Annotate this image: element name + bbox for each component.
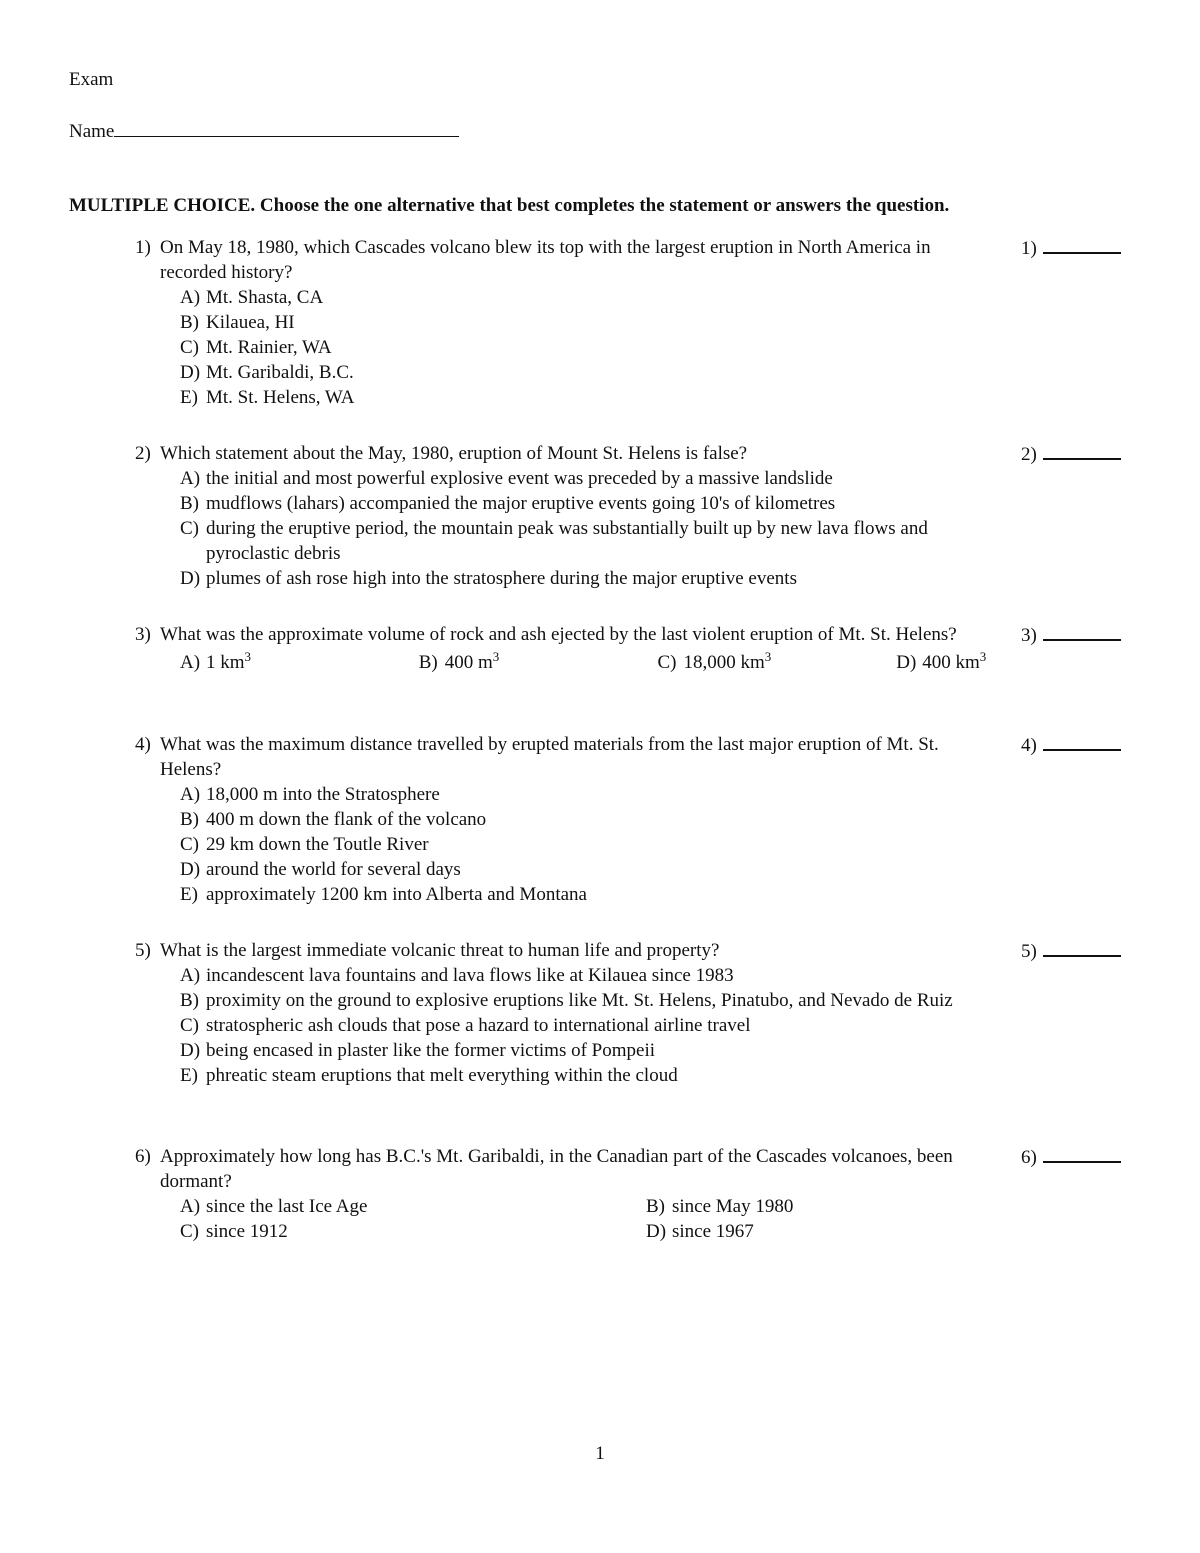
options-row	[180, 1194, 1135, 1219]
option-text: Mt. St. Helens, WA	[206, 387, 355, 408]
option-text: 400 m	[444, 652, 493, 673]
question-text: What is the largest immediate volcanic threat to human life and property?	[160, 940, 720, 961]
answer-blank[interactable]	[1043, 622, 1121, 641]
option-a[interactable]	[180, 650, 419, 675]
option-e[interactable]	[180, 882, 996, 907]
option-text: during the eruptive period, the mountain peak was substantially built up by new lava flows and pyroclastic debris	[206, 518, 928, 564]
answer-blank[interactable]	[1043, 1144, 1121, 1163]
option-letter: B)	[180, 809, 199, 830]
question-number: 2)	[135, 443, 151, 464]
option-text: Kilauea, HI	[206, 312, 295, 333]
option-text: Mt. Shasta, CA	[206, 287, 324, 308]
answer-blank[interactable]	[1043, 235, 1121, 254]
option-a[interactable]	[180, 466, 996, 491]
option-letter: A)	[180, 652, 201, 673]
option-text: the initial and most powerful explosive event was preceded by a massive landslide	[206, 468, 833, 489]
question-text: Approximately how long has B.C.'s Mt. Garibaldi, in the Canadian part of the Cascades volcanoes, been dormant?	[160, 1146, 953, 1192]
option-b[interactable]	[646, 1194, 1112, 1219]
question-text: What was the approximate volume of rock and ash ejected by the last violent eruption of Mt. St. Helens?	[160, 624, 957, 645]
question-stem	[135, 1144, 1000, 1194]
option-text: around the world for several days	[206, 859, 461, 880]
option-letter: C)	[180, 337, 199, 358]
option-e[interactable]	[180, 385, 996, 410]
option-c[interactable]	[180, 335, 996, 360]
option-c[interactable]	[180, 516, 996, 566]
option-text: 400 m down the flank of the volcano	[206, 809, 487, 830]
answer-label: 2)	[1021, 444, 1037, 465]
question-text: Which statement about the May, 1980, eruption of Mount St. Helens is false?	[160, 443, 748, 464]
options-row	[180, 1219, 1135, 1244]
option-c[interactable]	[180, 1219, 646, 1244]
option-letter: D)	[180, 362, 201, 383]
option-letter: A)	[180, 468, 201, 489]
name-line	[69, 118, 459, 144]
instructions: MULTIPLE CHOICE. Choose the one alternative that best completes the statement or answers the question.	[69, 195, 950, 216]
option-text: stratospheric ash clouds that pose a hazard to international airline travel	[206, 1015, 751, 1036]
option-c[interactable]	[658, 650, 897, 675]
option-letter: B)	[180, 990, 199, 1011]
options-list	[180, 650, 1135, 675]
name-label: Name	[69, 121, 115, 142]
question-number: 3)	[135, 624, 151, 645]
option-letter: A)	[180, 1196, 201, 1217]
option-text: 1 km	[206, 652, 245, 673]
option-b[interactable]	[180, 310, 996, 335]
question-number: 6)	[135, 1146, 151, 1167]
option-d[interactable]	[646, 1219, 1112, 1244]
option-d[interactable]	[180, 566, 996, 591]
option-b[interactable]	[180, 807, 996, 832]
question-stem	[135, 732, 1000, 782]
option-text: Mt. Garibaldi, B.C.	[206, 362, 354, 383]
question-4	[135, 732, 1135, 907]
option-text: mudflows (lahars) accompanied the major eruptive events going 10's of kilometres	[206, 493, 836, 514]
option-a[interactable]	[180, 1194, 646, 1219]
question-stem	[135, 622, 1000, 647]
option-letter: C)	[180, 834, 199, 855]
option-text: approximately 1200 km into Alberta and Montana	[206, 884, 587, 905]
option-text: proximity on the ground to explosive eruptions like Mt. St. Helens, Pinatubo, and Nevado de Ruiz	[206, 990, 953, 1011]
option-letter: A)	[180, 965, 201, 986]
option-text: 18,000 m into the Stratosphere	[206, 784, 440, 805]
option-letter: D)	[180, 859, 201, 880]
exam-title: Exam	[69, 69, 114, 90]
answer-slot	[1021, 235, 1121, 261]
option-letter: D)	[180, 1040, 201, 1061]
question-stem	[135, 938, 1000, 963]
answer-slot	[1021, 1144, 1121, 1170]
page-number: 1	[595, 1443, 605, 1464]
option-d[interactable]	[896, 650, 1135, 675]
option-text: since the last Ice Age	[206, 1196, 368, 1217]
option-superscript: 3	[492, 649, 500, 664]
option-text: incandescent lava fountains and lava flows like at Kilauea since 1983	[206, 965, 734, 986]
question-number: 1)	[135, 237, 151, 258]
answer-label: 4)	[1021, 735, 1037, 756]
options-list	[180, 963, 1135, 1088]
option-letter: D)	[646, 1221, 667, 1242]
option-letter: C)	[180, 1015, 199, 1036]
question-stem	[135, 235, 1000, 285]
option-text: Mt. Rainier, WA	[206, 337, 332, 358]
answer-blank[interactable]	[1043, 441, 1121, 460]
option-letter: D)	[896, 652, 917, 673]
option-text: being encased in plaster like the former victims of Pompeii	[206, 1040, 656, 1061]
question-1	[135, 235, 1135, 410]
question-number: 4)	[135, 734, 151, 755]
option-c[interactable]	[180, 1013, 996, 1038]
question-stem	[135, 441, 1000, 466]
option-a[interactable]	[180, 963, 996, 988]
option-d[interactable]	[180, 1038, 996, 1063]
answer-slot	[1021, 732, 1121, 758]
option-letter: D)	[180, 568, 201, 589]
answer-slot	[1021, 938, 1121, 964]
answer-slot	[1021, 441, 1121, 467]
question-number: 5)	[135, 940, 151, 961]
option-e[interactable]	[180, 1063, 996, 1088]
option-text: since May 1980	[672, 1196, 794, 1217]
option-d[interactable]	[180, 857, 996, 882]
option-b[interactable]	[419, 650, 658, 675]
answer-label: 3)	[1021, 625, 1037, 646]
answer-label: 5)	[1021, 941, 1037, 962]
option-letter: E)	[180, 387, 198, 408]
option-text: phreatic steam eruptions that melt everything within the cloud	[206, 1065, 678, 1086]
options-list	[180, 782, 1135, 907]
option-letter: A)	[180, 287, 201, 308]
option-letter: B)	[646, 1196, 665, 1217]
options-list	[180, 466, 1135, 591]
option-text: since 1912	[206, 1221, 288, 1242]
option-text: 29 km down the Toutle River	[206, 834, 429, 855]
option-superscript: 3	[244, 649, 252, 664]
option-letter: E)	[180, 1065, 198, 1086]
option-b[interactable]	[180, 988, 996, 1013]
option-letter: C)	[180, 1221, 199, 1242]
question-text: On May 18, 1980, which Cascades volcano blew its top with the largest eruption in North America in recorded history?	[160, 237, 931, 283]
option-letter: E)	[180, 884, 198, 905]
answer-blank[interactable]	[1043, 938, 1121, 957]
option-a[interactable]	[180, 285, 996, 310]
name-field[interactable]	[114, 118, 459, 137]
options-list	[180, 285, 1135, 410]
option-text: 18,000 km	[683, 652, 765, 673]
option-text: 400 km	[922, 652, 980, 673]
question-text: What was the maximum distance travelled by erupted materials from the last major eruption of Mt. St. Helens?	[160, 734, 939, 780]
option-superscript: 3	[979, 649, 987, 664]
question-5	[135, 938, 1135, 1088]
option-a[interactable]	[180, 782, 996, 807]
option-letter: C)	[180, 518, 199, 539]
option-text: plumes of ash rose high into the stratosphere during the major eruptive events	[206, 568, 797, 589]
option-text: since 1967	[672, 1221, 754, 1242]
answer-blank[interactable]	[1043, 732, 1121, 751]
option-b[interactable]	[180, 491, 996, 516]
option-d[interactable]	[180, 360, 996, 385]
question-6	[135, 1144, 1135, 1244]
option-letter: B)	[180, 312, 199, 333]
question-3	[135, 622, 1135, 675]
option-letter: C)	[657, 652, 677, 673]
answer-slot	[1021, 622, 1121, 648]
option-letter: B)	[418, 652, 438, 673]
answer-label: 1)	[1021, 238, 1037, 259]
option-c[interactable]	[180, 832, 996, 857]
option-letter: A)	[180, 784, 201, 805]
answer-label: 6)	[1021, 1147, 1037, 1168]
question-2	[135, 441, 1135, 591]
option-superscript: 3	[764, 649, 772, 664]
option-letter: B)	[180, 493, 199, 514]
